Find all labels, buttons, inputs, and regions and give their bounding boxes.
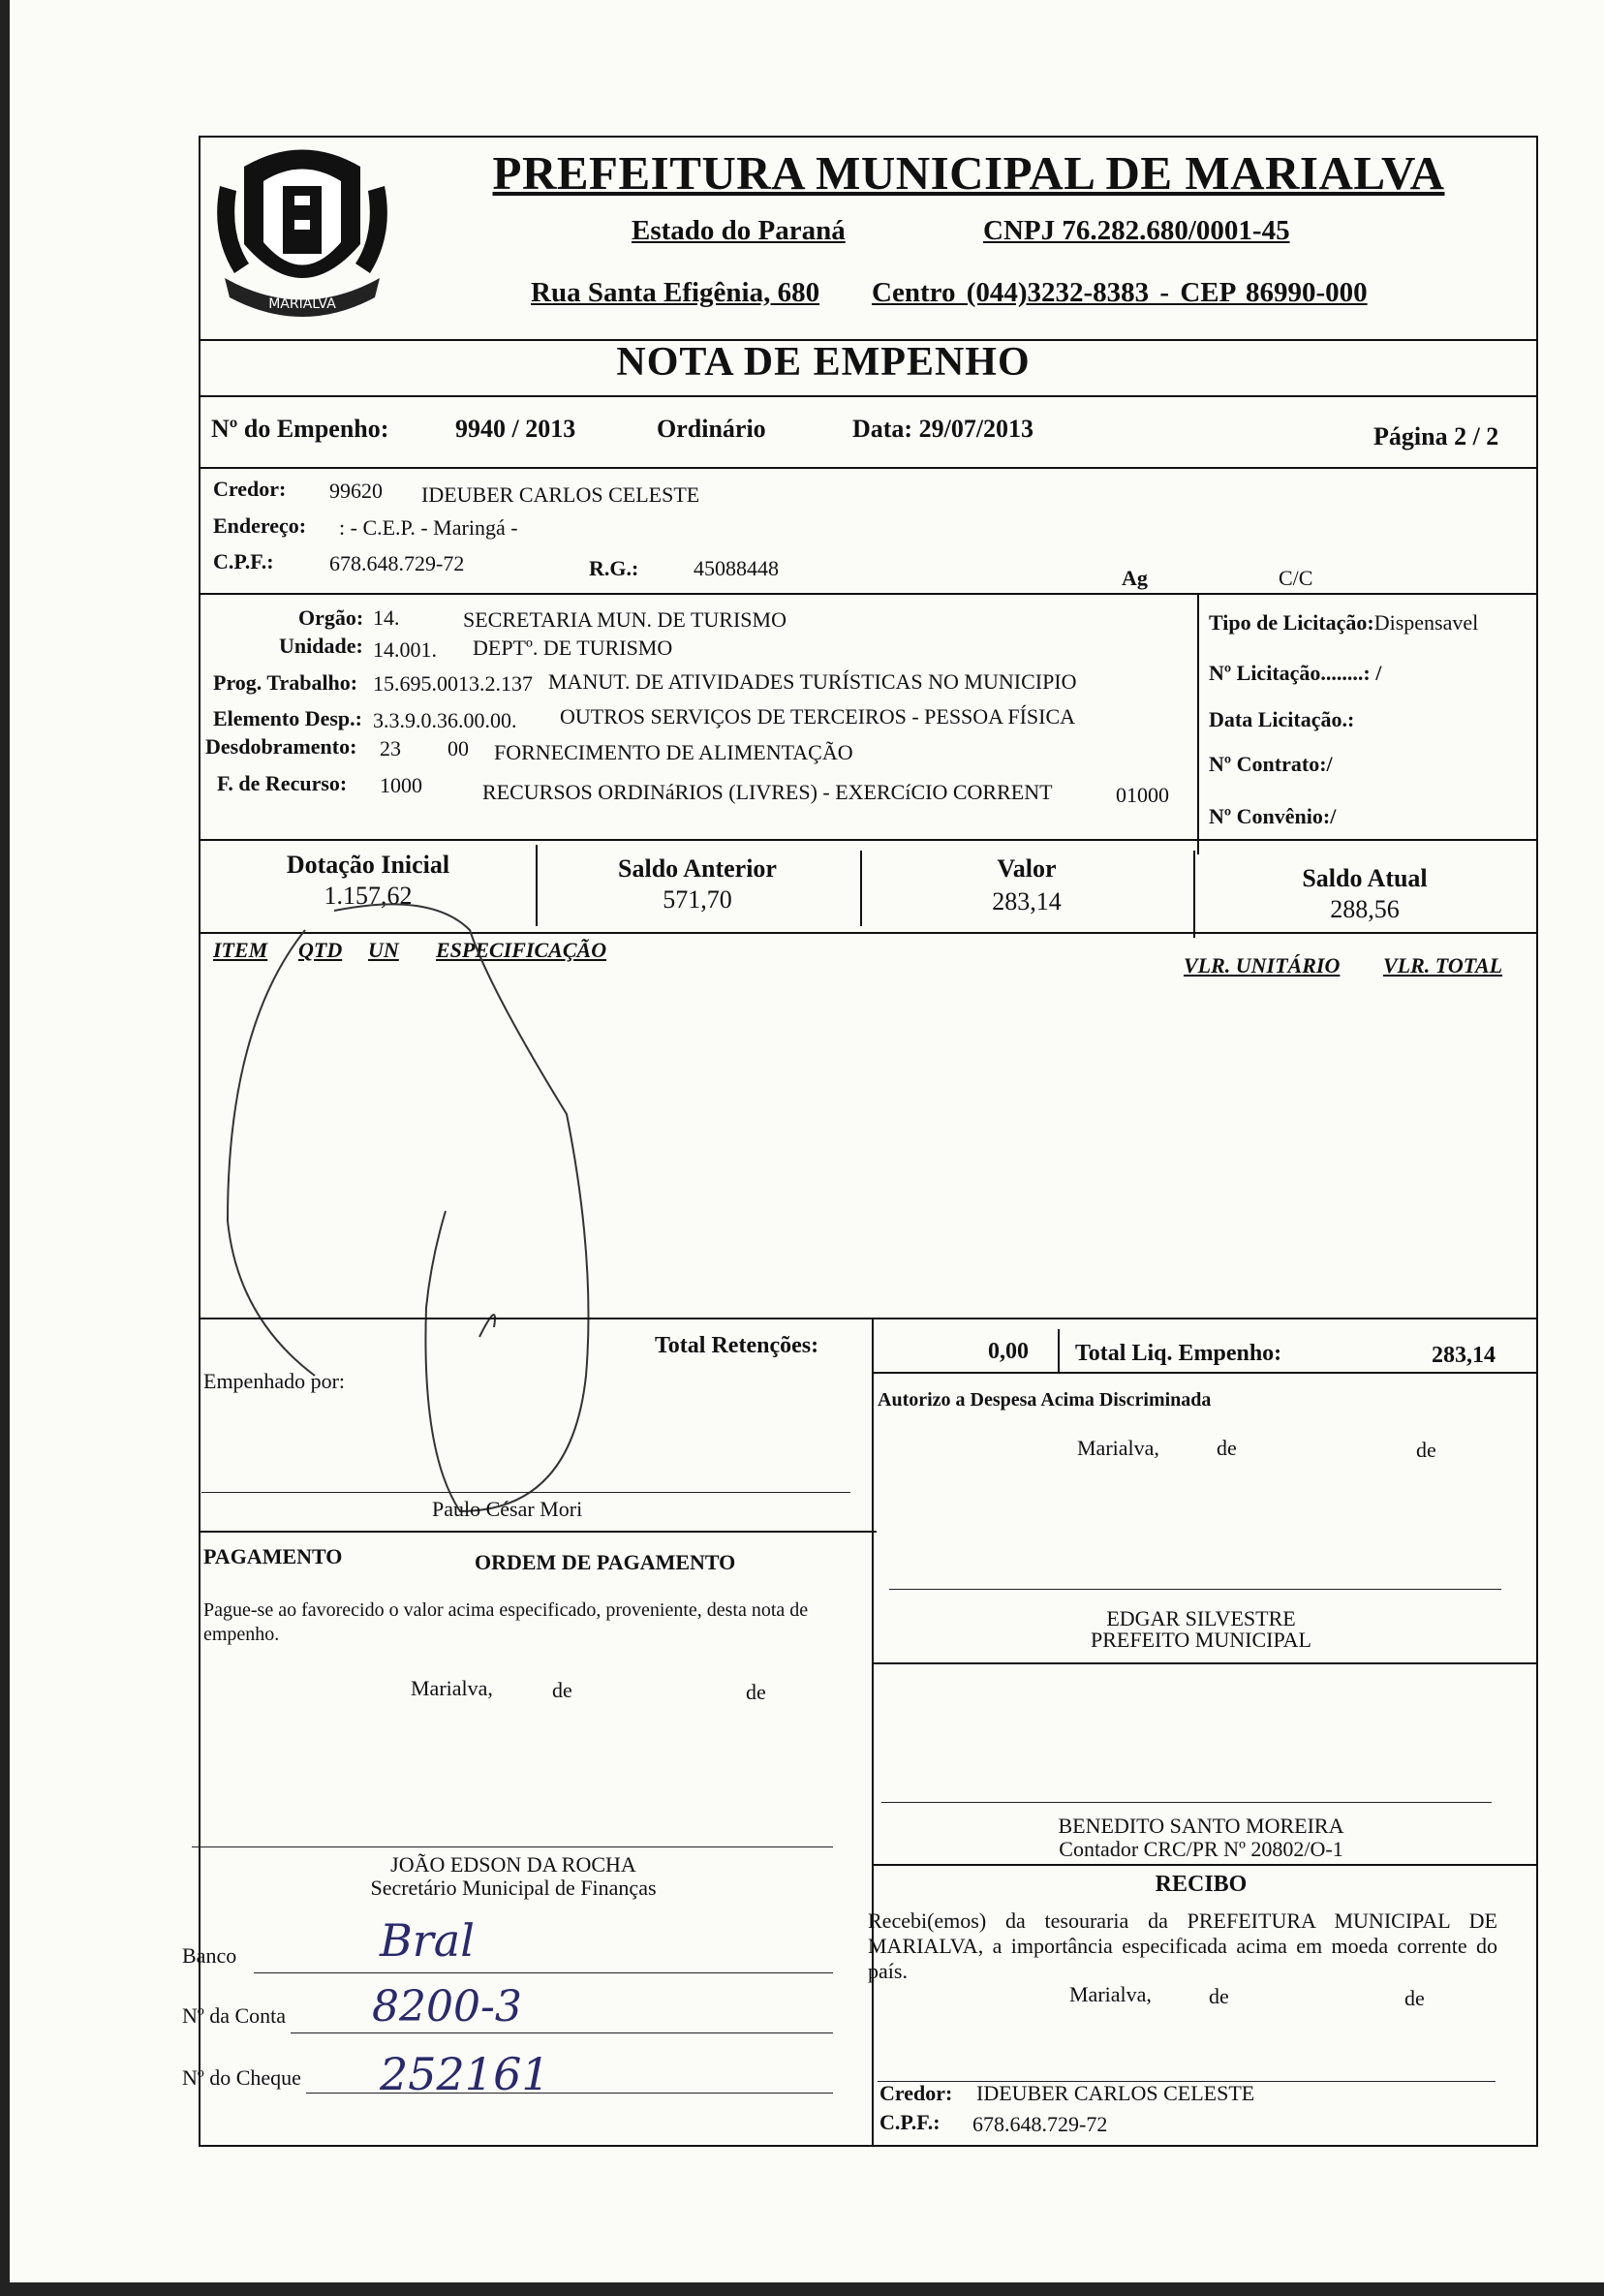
unidade-label: Unidade: [279, 634, 363, 658]
contador-name: BENEDITO SANTO MOREIRA [1058, 1814, 1344, 1838]
autorizo-label: Autorizo a Despesa Acima Discriminada [878, 1389, 1212, 1411]
elemento-name: OUTROS SERVIÇOS DE TERCEIROS - PESSOA FÍSICA [560, 704, 1076, 729]
licitacao-type-value: Dispensavel [1373, 610, 1479, 635]
empenho-type: Ordinário [657, 415, 766, 443]
valor-label: Valor [997, 854, 1057, 883]
recurso-name: RECURSOS ORDINáRIOS (LIVRES) - EXERCíCIO CORRENT [482, 780, 1053, 804]
empenhado-signature-line [201, 1492, 850, 1493]
divider [1197, 593, 1199, 854]
unidade-code: 14.001. [373, 637, 437, 662]
licitacao-type [1209, 610, 1478, 636]
prefeito-role: PREFEITO MUNICIPAL [1091, 1628, 1311, 1652]
conta-handwritten: 8200-3 [372, 1982, 522, 2032]
page-number: Página 2 / 2 [1373, 422, 1499, 450]
divider [872, 1662, 1538, 1664]
desdobramento-label: Desdobramento: [205, 734, 357, 759]
cpf-label: C.P.F.: [213, 549, 274, 574]
dotacao-label: Dotação Inicial [286, 851, 450, 879]
col-especificacao: ESPECIFICAÇÃO [436, 938, 607, 962]
recibo-credor-label: Credor: [879, 2081, 953, 2105]
banco-label: Banco [182, 1943, 237, 1968]
recibo-credor-name: IDEUBER CARLOS CELESTE [976, 2081, 1255, 2105]
divider [199, 395, 1538, 397]
recibo-cpf-value: 678.648.729-72 [972, 2112, 1108, 2136]
desdobramento-code: 23 [380, 736, 401, 760]
prefeito-name: EDGAR SILVESTRE [1106, 1606, 1296, 1630]
liquido-label: Total Liq. Empenho: [1075, 1341, 1282, 1366]
pagamento-text: Pague-se ao favorecido o valor acima especificado, proveniente, desta nota de empenho. [203, 1599, 809, 1645]
liquido-value: 283,14 [1432, 1343, 1496, 1368]
divider [1058, 1329, 1060, 1372]
credor-code: 99620 [329, 479, 383, 503]
prefeito-signature-line [889, 1589, 1501, 1590]
divider [199, 1531, 877, 1533]
cheque-label: Nº do Cheque [182, 2065, 301, 2090]
pagamento-de2: de [746, 1680, 766, 1704]
valor-value: 283,14 [992, 887, 1062, 915]
retencoes-label: Total Retenções: [655, 1333, 819, 1358]
divider [872, 1864, 1538, 1866]
autorizo-place: Marialva, [1077, 1436, 1159, 1460]
licitacao-type-label: Tipo de Licitação: [1209, 610, 1374, 635]
handwritten-cancel-stroke [199, 872, 683, 1531]
divider [199, 839, 1538, 841]
divider [872, 1372, 874, 2147]
contador-signature-line [881, 1802, 1492, 1803]
prog-code: 15.695.0013.2.137 [373, 671, 533, 696]
address-field-label: Endereço: [213, 513, 307, 538]
divider [199, 593, 1538, 595]
divider [872, 1319, 874, 1372]
saldo-atual-value: 288,56 [1330, 895, 1400, 923]
logo-banner-text: MARIALVA [268, 296, 336, 312]
col-vlr-total: VLR. TOTAL [1383, 953, 1503, 977]
col-item: ITEM [213, 938, 268, 962]
district-phone-label: Centro (044)3232-8383 - CEP 86990-000 [872, 277, 1368, 308]
empenho-date: Data: 29/07/2013 [852, 415, 1034, 443]
autorizo-de2: de [1416, 1438, 1436, 1462]
credor-name: IDEUBER CARLOS CELESTE [421, 482, 700, 507]
autorizo-de1: de [1217, 1436, 1237, 1460]
recibo-de2: de [1404, 1986, 1425, 2010]
contador-role: Contador CRC/PR Nº 20802/O-1 [1059, 1837, 1343, 1861]
desdobramento-name: FORNECIMENTO DE ALIMENTAÇÃO [494, 740, 853, 764]
orgao-name: SECRETARIA MUN. DE TURISMO [463, 607, 787, 632]
banco-handwritten: Bral [380, 1914, 475, 1967]
desdobramento-sub: 00 [447, 736, 469, 760]
cheque-handwritten: 252161 [380, 2048, 550, 2100]
secretario-role: Secretário Municipal de Finanças [370, 1876, 657, 1900]
ag-label: Ag [1122, 566, 1148, 590]
orgao-label: Orgão: [298, 605, 364, 630]
conta-label: Nº da Conta [182, 2003, 287, 2028]
contrato-number: Nº Contrato:/ [1209, 752, 1333, 776]
recibo-title: RECIBO [1155, 1872, 1248, 1897]
saldo-anterior-label: Saldo Anterior [618, 854, 777, 883]
recibo-place: Marialva, [1069, 1982, 1152, 2006]
state-label: Estado do Paraná [632, 215, 846, 246]
col-qtd: QTD [298, 938, 343, 962]
recibo-text: Recebi(emos) da tesouraria da PREFEITURA MUNICIPAL DE MARIALVA, a importância especificada acima em moeda corrente do país. [868, 1908, 1497, 1983]
col-vlr-unitario: VLR. UNITÁRIO [1184, 953, 1341, 977]
empenhado-label: Empenhado por: [203, 1369, 346, 1393]
elemento-label: Elemento Desp.: [213, 706, 362, 730]
pagamento-de1: de [552, 1678, 572, 1702]
banco-line [254, 1972, 833, 1973]
cnpj-label: CNPJ 76.282.680/0001-45 [983, 215, 1290, 246]
secretario-signature-line [192, 1846, 833, 1847]
elemento-code: 3.3.9.0.36.00.00. [373, 708, 517, 732]
recibo-cpf-label: C.P.F.: [879, 2110, 941, 2134]
rg-value: 45088448 [694, 556, 779, 580]
retencoes-value: 0,00 [988, 1339, 1029, 1364]
licitacao-number: Nº Licitação........: / [1209, 661, 1382, 685]
municipality-title: PREFEITURA MUNICIPAL DE MARIALVA [492, 146, 1445, 200]
saldo-anterior-value: 571,70 [663, 885, 732, 914]
empenho-label: Nº do Empenho: [211, 415, 389, 443]
pagamento-place: Marialva, [411, 1676, 493, 1700]
ordem-pagamento-label: ORDEM DE PAGAMENTO [475, 1550, 736, 1574]
recurso-label: F. de Recurso: [217, 771, 348, 795]
unidade-name: DEPTº. DE TURISMO [473, 636, 673, 660]
empenho-number: 9940 / 2013 [455, 415, 576, 443]
cc-label: C/C [1279, 566, 1313, 590]
orgao-code: 14. [373, 605, 400, 630]
divider [199, 467, 1538, 469]
rg-label: R.G.: [589, 556, 639, 580]
pagamento-label: PAGAMENTO [203, 1544, 343, 1568]
convenio-number: Nº Convênio:/ [1209, 804, 1337, 828]
col-un: UN [368, 938, 399, 962]
secretario-name: JOÃO EDSON DA ROCHA [390, 1852, 636, 1877]
credor-label: Credor: [213, 477, 287, 501]
address-label: Rua Santa Efigênia, 680 [531, 277, 820, 308]
recurso-code: 1000 [380, 773, 422, 797]
divider [872, 1372, 1538, 1374]
coat-of-arms-logo [205, 128, 399, 331]
conta-line [291, 2032, 833, 2033]
prog-label: Prog. Trabalho: [213, 670, 358, 695]
cpf-value: 678.648.729-72 [329, 551, 465, 575]
prog-name: MANUT. DE ATIVIDADES TURÍSTICAS NO MUNICIPIO [548, 669, 1077, 694]
divider [199, 1318, 1538, 1319]
recibo-de1: de [1209, 1984, 1229, 2008]
empenhado-signer: Paulo César Mori [432, 1497, 583, 1521]
document-title: NOTA DE EMPENHO [616, 340, 1031, 385]
saldo-atual-label: Saldo Atual [1302, 864, 1428, 892]
dotacao-value: 1.157,62 [324, 882, 413, 910]
address-field-value: : - C.E.P. - Maringá - [339, 515, 518, 540]
licitacao-date: Data Licitação.: [1209, 707, 1355, 731]
recurso-extra: 01000 [1116, 783, 1169, 807]
